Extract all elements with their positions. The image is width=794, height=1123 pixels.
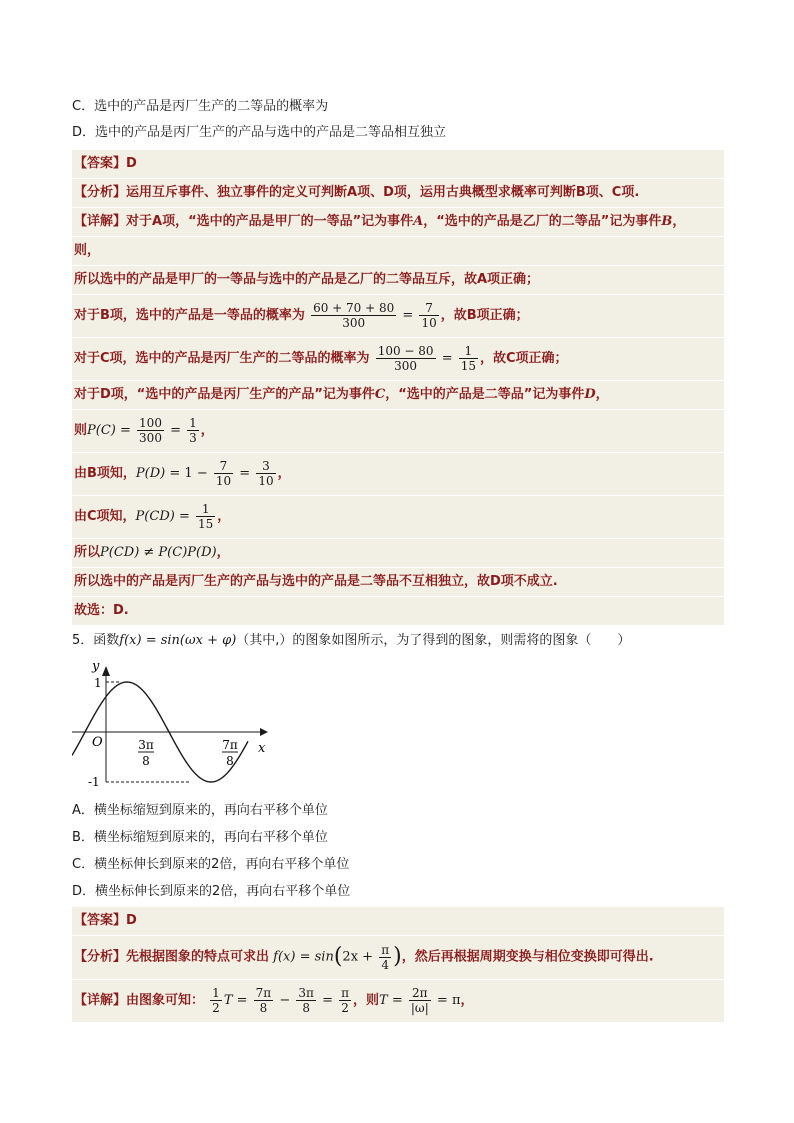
prev-option-c: C．选中的产品是丙厂生产的二等品的概率为: [72, 99, 329, 114]
formula: P(D): [135, 466, 166, 481]
analysis-text: 先根据图象的特点可求出: [126, 949, 270, 965]
fraction-numerator: 3: [256, 459, 275, 474]
fraction-numerator: 7: [419, 301, 438, 316]
detail-text: ，“选中的产品是乙厂的二等品”记为事件: [423, 214, 662, 229]
document-page: [72, 92, 724, 1023]
right-paren: ): [393, 944, 402, 969]
fraction-numerator: 100: [139, 416, 162, 430]
detail-text: 由C项知，: [74, 509, 136, 524]
tick-2-numerator: 7π: [222, 738, 238, 752]
fraction-numerator: 7: [214, 459, 233, 474]
analysis-text: 运用互斥事件、独立事件的定义可判断A项、D项，运用古典概型求概率可判断B项、C项.: [126, 185, 640, 200]
fraction-denominator: 10: [421, 316, 437, 330]
formula: P(CD) ≠ P(C)P(D): [100, 545, 217, 560]
formula: = 1 −: [169, 466, 208, 481]
period-symbol: T: [223, 992, 233, 1008]
formula: P(C): [87, 423, 116, 438]
fraction-denominator: 15: [460, 359, 477, 373]
answer-tag: 【答案】: [74, 156, 127, 171]
question-number: 5．函数: [72, 633, 120, 648]
fraction: [379, 943, 391, 972]
detail-text: 对于D项，“选中的产品是丙厂生产的产品”记为事件: [74, 387, 375, 402]
equals-sign: =: [391, 992, 403, 1008]
equals-sign: =: [436, 992, 448, 1008]
equals-sign: =: [236, 992, 248, 1008]
fraction-denominator: 3: [189, 431, 197, 445]
y-axis-label: y: [92, 660, 100, 674]
fraction-numerator: 3π: [298, 985, 314, 1000]
sine-graph: [72, 660, 724, 794]
fraction: [296, 986, 316, 1015]
tick-2-denominator: 8: [226, 754, 234, 768]
equals-sign: =: [441, 351, 453, 366]
fraction-denominator: 300: [394, 359, 418, 373]
detail-text: ，故B项正确；: [440, 308, 529, 323]
fraction-numerator: 1: [189, 416, 197, 430]
left-paren: (: [333, 944, 343, 969]
equals-sign: =: [178, 509, 190, 524]
detail-row-11: [72, 568, 724, 597]
detail-row-9: [72, 496, 724, 539]
fraction: [254, 986, 274, 1015]
fraction-denominator: 8: [302, 1000, 310, 1015]
analysis-text: ，然后再根据周期变换与相位变换即可得出.: [401, 949, 654, 965]
fraction: [311, 301, 396, 330]
detail-text: 对于A项，“选中的产品是甲厂的一等品”记为事件: [126, 214, 414, 229]
minus-sign: −: [279, 992, 291, 1008]
analysis-tag: 【分析】: [74, 949, 127, 965]
fraction-denominator: 300: [342, 316, 366, 330]
fraction-numerator: π: [341, 985, 349, 1000]
fraction-numerator: 1: [196, 502, 215, 517]
detail-text: ，: [672, 214, 686, 229]
tick-1-numerator: 3π: [138, 738, 154, 752]
option-d[interactable]: D．横坐标伸长到原来的2倍，再向右平移个单位: [72, 884, 351, 899]
detail-row-7: [72, 410, 724, 453]
detail-text: 所以: [74, 545, 101, 560]
detail-tag: 【详解】: [74, 992, 127, 1008]
tick-1-denominator: 8: [142, 754, 150, 768]
answer-row: [72, 150, 724, 179]
fraction-numerator: 100 − 80: [377, 344, 434, 358]
fraction-denominator: 10: [215, 474, 232, 488]
fraction: [214, 459, 233, 488]
fraction-denominator: 2: [212, 1000, 220, 1015]
detail-row-10: [72, 539, 724, 568]
fraction-numerator: 60 + 70 + 80: [313, 301, 395, 315]
comma: ，: [277, 466, 291, 481]
detail-row-4: [72, 295, 724, 338]
formula: 2x +: [342, 949, 374, 965]
option-c[interactable]: C．横坐标伸长到原来的2倍，再向右平移个单位: [72, 857, 350, 872]
fraction-denominator: 300: [139, 431, 162, 445]
x-axis-arrow: [260, 728, 268, 736]
answer-row: [72, 907, 724, 936]
detail-row: [72, 980, 724, 1023]
event-a: A: [413, 214, 424, 229]
detail-text: 则: [74, 423, 88, 438]
option-a[interactable]: A．横坐标缩短到原来的，再向右平移个单位: [72, 803, 328, 818]
detail-row-8: [72, 453, 724, 496]
comma: ，: [216, 545, 230, 560]
event-b: B: [661, 214, 673, 229]
detail-row-12: [72, 597, 724, 626]
fraction-denominator: |ω|: [410, 1000, 429, 1015]
answer-block-q5: [72, 907, 724, 1023]
y-axis-arrow: [102, 666, 110, 676]
answer-value: D: [126, 913, 137, 928]
fraction-denominator: 10: [258, 474, 274, 488]
fraction-denominator: 15: [198, 517, 214, 531]
formula: P(CD): [135, 509, 175, 524]
fraction: [187, 416, 199, 445]
fraction: [419, 301, 438, 330]
fraction: [256, 459, 275, 488]
equals-sign: =: [120, 423, 131, 438]
prev-option-d: D．选中的产品是丙厂生产的产品与选中的产品是二等品相互独立: [72, 125, 447, 140]
fraction-denominator: 8: [259, 1000, 268, 1015]
fraction-denominator: 2: [341, 1000, 349, 1015]
fraction-numerator: 1: [459, 344, 478, 359]
equals-sign: =: [322, 992, 333, 1008]
fraction: [339, 986, 351, 1015]
detail-text: 由图象可知：: [126, 992, 205, 1008]
fraction-numerator: 7π: [255, 985, 272, 1000]
answer-value: D: [126, 156, 137, 171]
x-axis-label: x: [258, 741, 266, 756]
detail-text: ，“选中的产品是二等品”记为事件: [385, 387, 585, 402]
fraction: [196, 502, 215, 531]
detail-text: 则，: [74, 243, 101, 258]
detail-row-2: [72, 237, 724, 266]
fraction: [210, 986, 222, 1015]
question-text: （其中,）的图象如图所示，为了得到的图象，则需将的图象（ ）: [236, 633, 631, 648]
detail-text: 故选：D.: [74, 603, 129, 618]
comma: ，: [217, 509, 231, 524]
equals-sign: =: [402, 308, 414, 323]
event-c: C: [374, 387, 386, 402]
fraction-denominator: 4: [381, 957, 389, 972]
detail-text: 对于C项，选中的产品是丙厂生产的二等品的概率为: [74, 351, 370, 366]
detail-text: 所以选中的产品是丙厂生产的产品与选中的产品是二等品不互相独立，故D项不成立.: [74, 574, 558, 589]
detail-text: 由B项知，: [74, 466, 136, 481]
detail-tag: 【详解】: [74, 214, 127, 229]
detail-text: 所以选中的产品是甲厂的一等品与选中的产品是乙厂的二等品互斥，故A项正确；: [74, 272, 540, 287]
analysis-row: [72, 936, 724, 980]
graph-svg: [72, 660, 272, 790]
detail-text: ，则: [353, 992, 380, 1008]
equals-sign: =: [170, 423, 181, 438]
analysis-row: [72, 179, 724, 208]
fraction-numerator: 2π: [409, 986, 431, 1001]
fraction-numerator: 1: [212, 985, 220, 1000]
equals-sign: =: [239, 466, 251, 481]
fraction: [137, 416, 164, 445]
fraction: [376, 344, 436, 373]
detail-row-1: [72, 208, 724, 237]
detail-text: 对于B项，选中的产品是一等品的概率为: [74, 308, 305, 323]
period-symbol: T: [379, 992, 388, 1008]
fraction: [409, 986, 431, 1015]
event-d: D: [584, 387, 596, 402]
comma: ，: [460, 992, 474, 1008]
detail-text: ，: [595, 387, 609, 402]
formula: π: [451, 992, 461, 1008]
detail-row-5: [72, 338, 724, 381]
function-formula: f(x) = sin(ωx + φ): [119, 633, 237, 648]
analysis-tag: 【分析】: [74, 185, 127, 200]
detail-text: ，故C项正确；: [480, 351, 568, 366]
detail-row-3: [72, 266, 724, 295]
detail-row-6: [72, 381, 724, 410]
fraction-numerator: π: [381, 942, 390, 957]
comma: ，: [200, 423, 214, 438]
fraction: [459, 344, 478, 373]
option-b[interactable]: B．横坐标缩短到原来的，再向右平移个单位: [72, 830, 328, 845]
y-min-label: -1: [88, 775, 100, 789]
formula: f(x) = sin: [273, 949, 334, 965]
answer-block-q4: [72, 150, 724, 626]
question-5-stem: [72, 626, 724, 656]
y-max-label: 1: [94, 676, 102, 690]
origin-label: O: [92, 735, 103, 750]
answer-tag: 【答案】: [74, 913, 127, 928]
